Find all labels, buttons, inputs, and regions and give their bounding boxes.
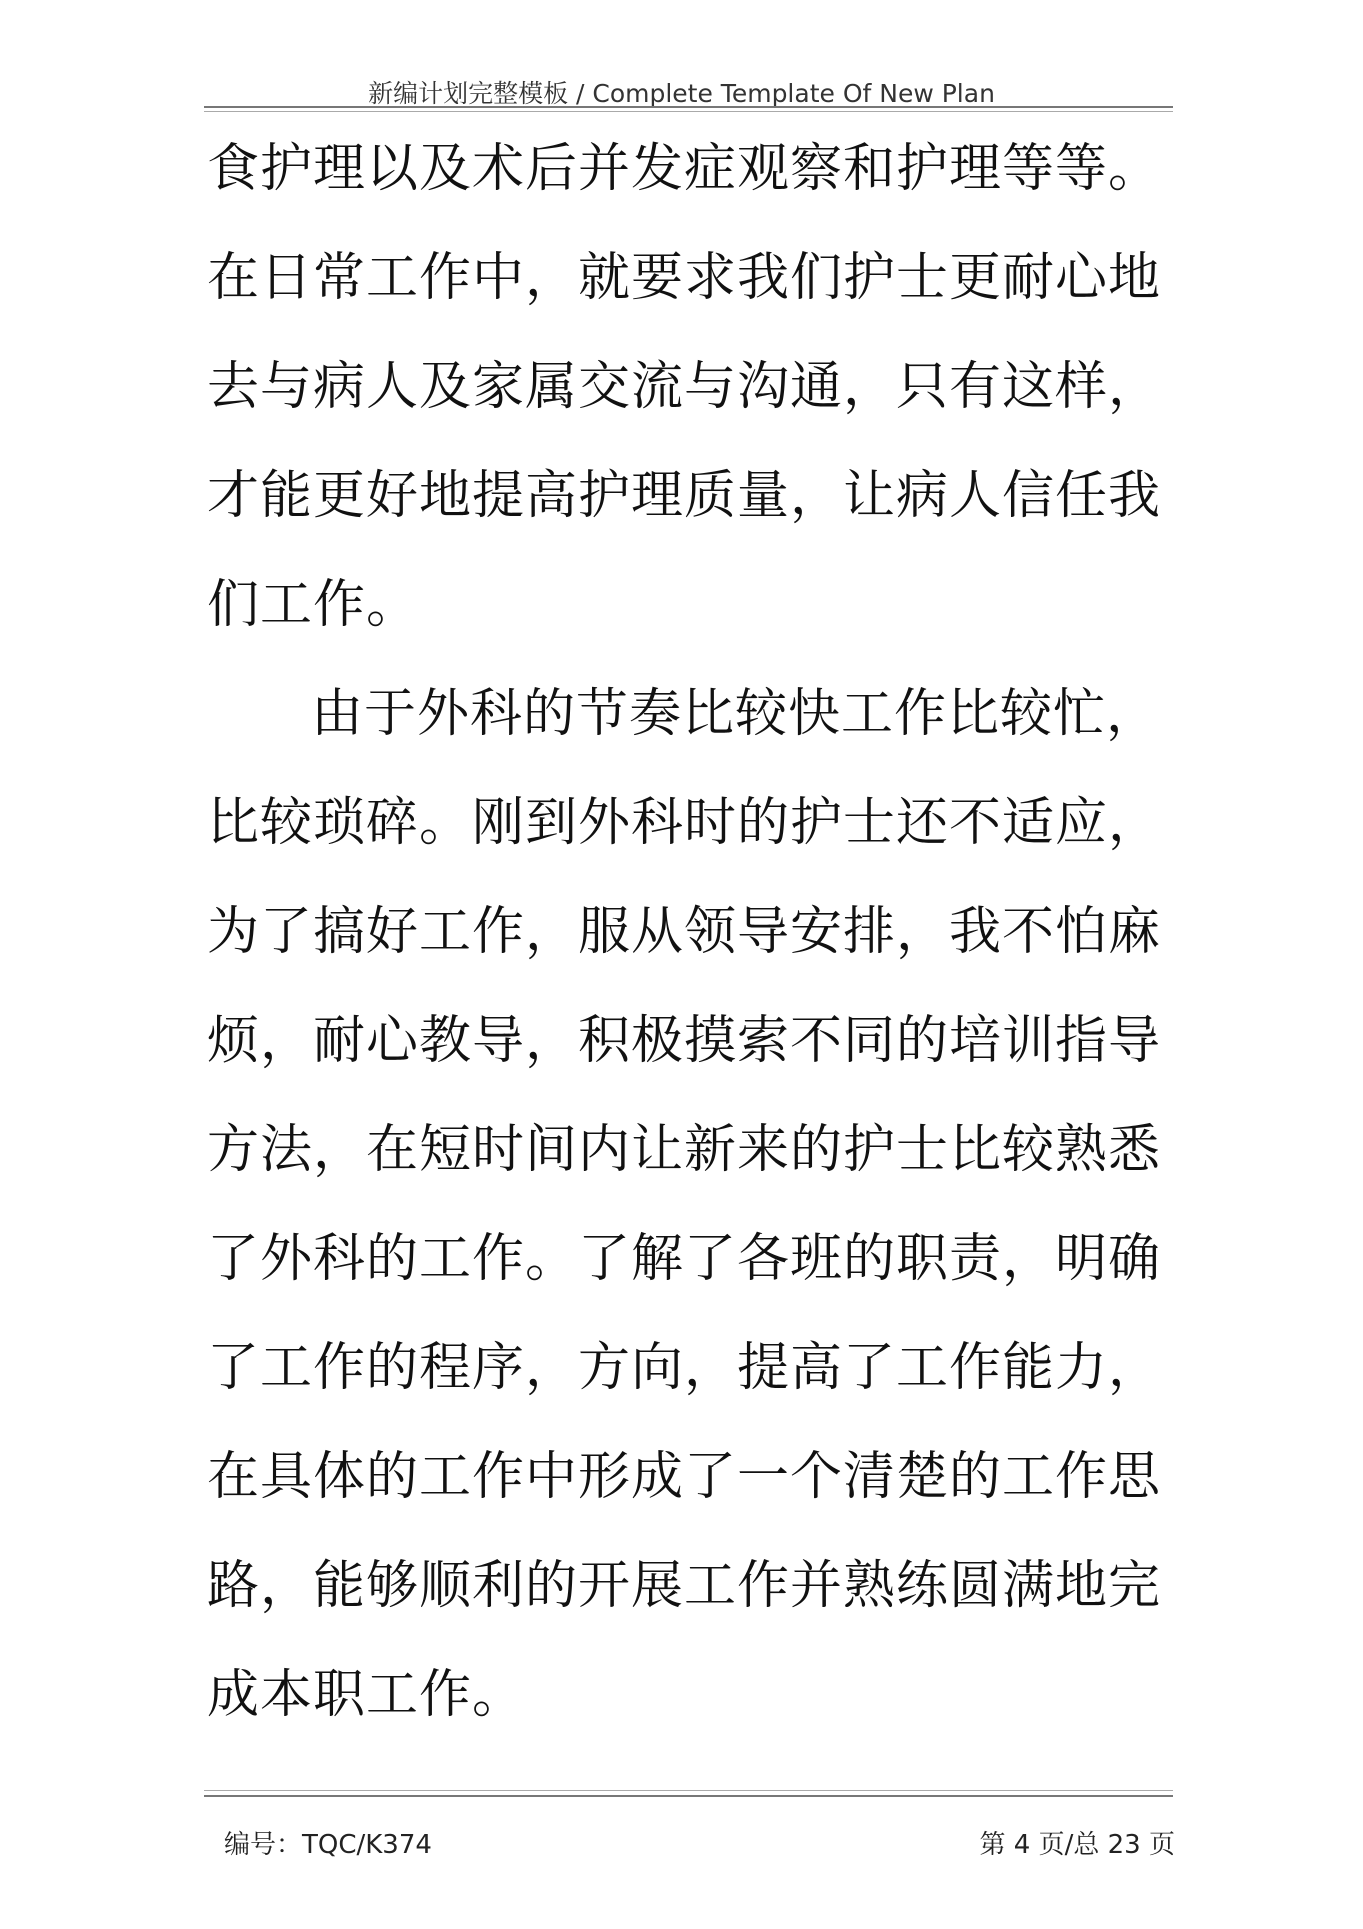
body-line: 烦，耐心教导，积极摸索不同的培训指导 bbox=[207, 1011, 1162, 1071]
body-line: 了外科的工作。了解了各班的职责，明确 bbox=[207, 1229, 1162, 1289]
page-header-title: 新编计划完整模板 / Complete Template Of New Plan bbox=[368, 79, 995, 108]
footer-rule bbox=[204, 1795, 1173, 1797]
document-code: 编号：TQC/K374 bbox=[224, 1830, 432, 1860]
page-number: 第 4 页/总 23 页 bbox=[979, 1830, 1175, 1860]
body-line: 食护理以及术后并发症观察和护理等等。 bbox=[207, 139, 1162, 199]
footer-rule-thin bbox=[204, 1790, 1173, 1791]
document-body bbox=[207, 126, 1162, 1761]
header-rule bbox=[204, 106, 1173, 108]
body-line: 比较琐碎。刚到外科时的护士还不适应， bbox=[207, 793, 1162, 853]
body-line: 为了搞好工作，服从领导安排，我不怕麻 bbox=[207, 902, 1162, 962]
body-line: 了工作的程序，方向，提高了工作能力， bbox=[207, 1338, 1162, 1398]
body-line: 在日常工作中，就要求我们护士更耐心地 bbox=[207, 248, 1162, 308]
body-line: 们工作。 bbox=[207, 575, 420, 635]
body-line: 去与病人及家属交流与沟通，只有这样， bbox=[207, 357, 1162, 417]
body-line: 在具体的工作中形成了一个清楚的工作思 bbox=[207, 1447, 1162, 1507]
body-line: 方法，在短时间内让新来的护士比较熟悉 bbox=[207, 1120, 1162, 1180]
body-line: 成本职工作。 bbox=[207, 1665, 526, 1725]
body-line: 路，能够顺利的开展工作并熟练圆满地完 bbox=[207, 1556, 1162, 1616]
header-rule-thin bbox=[204, 111, 1173, 112]
body-line: 才能更好地提高护理质量，让病人信任我 bbox=[207, 466, 1162, 526]
paragraph-start-line: 由于外科的节奏比较快工作比较忙， bbox=[311, 684, 1160, 744]
